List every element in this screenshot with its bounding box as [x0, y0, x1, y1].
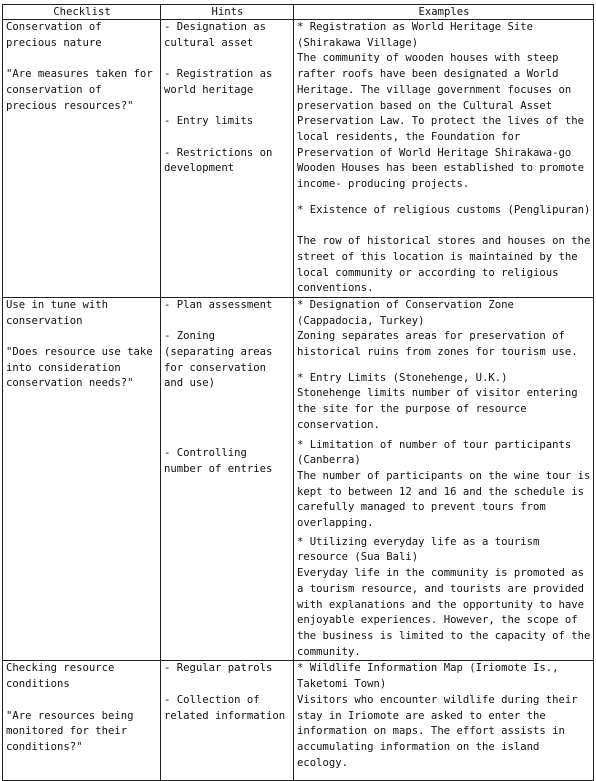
header-hints: Hints — [161, 5, 294, 20]
checklist-cell — [3, 297, 161, 660]
hint-item: - Registration as world heritage — [164, 68, 273, 96]
checklist-cell — [3, 20, 161, 298]
example-title: * Entry Limits (Stonehenge, U.K.) — [297, 371, 508, 384]
hint-item: - Regular patrols — [164, 662, 273, 675]
header-examples: Examples — [294, 5, 594, 20]
examples-cell — [294, 661, 594, 781]
example-title: * Utilizing everyday life as a tourism resource (Sua Bali) — [297, 535, 540, 564]
checklist-title: Checking resource conditions — [6, 662, 115, 691]
checklist-title: Conservation of precious nature — [6, 21, 102, 49]
checklist-table — [2, 4, 594, 781]
hints-cell — [161, 297, 294, 660]
header-row — [3, 5, 594, 20]
checklist-question: "Are measures taken for conservation of precious resources?" — [6, 68, 153, 112]
hints-cell — [161, 20, 294, 298]
checklist-cell — [3, 661, 161, 781]
checklist-title: Use in tune with conservation — [6, 298, 109, 327]
example-text: Zoning separates areas for preservation of historical ruins from zones for tourism use. — [297, 330, 578, 359]
example-text: Stonehenge limits number of visitor entering the site for the purpose of resource conservation. — [297, 387, 578, 431]
header-checklist: Checklist — [3, 5, 161, 20]
hint-item: - Plan assessment — [164, 298, 273, 311]
example-text: The community of wooden houses with steep rafter roofs have been designated a World Heritage. The village government focuses on preservation based on the Cultural Asset Preservation Law. To protect the lives of the local residents, the Foundation for Preservation of World Heritage Shirakawa-go Wooden Houses has been established to promote income- producing projects. — [297, 52, 585, 191]
hint-item: - Controlling number of entries — [164, 447, 273, 475]
example-title: * Wildlife Information Map (Iriomote Is., Taketomi Town) — [297, 662, 559, 691]
examples-cell — [294, 20, 594, 298]
example-text: The row of historical stores and houses on the street of this location is maintained by the local community or according to religious conventions. — [297, 235, 591, 295]
hint-item: - Entry limits — [164, 115, 254, 128]
table-row — [3, 20, 594, 298]
example-title: * Existence of religious customs (Penglipuran) — [297, 203, 591, 216]
checklist-question: "Does resource use take into consideration conservation needs?" — [6, 346, 153, 390]
example-text: Everyday life in the community is promoted as a tourism resource, and tourists are provided with explanations and the opportunity to have enjoyable experiences. However, the scope of the business is limited to the capacity of the community. — [297, 567, 591, 658]
table-row — [3, 297, 594, 660]
hint-item: - Restrictions on development — [164, 146, 273, 175]
example-title: * Registration as World Heritage Site (Shirakawa Village) — [297, 21, 533, 49]
hint-item: - Zoning (separating areas for conservation and use) — [164, 330, 273, 390]
hint-item: - Collection of related information — [164, 693, 286, 722]
examples-cell — [294, 297, 594, 660]
example-text: Visitors who encounter wildlife during their stay in Iriomote are asked to enter the information on maps. The effort assists in accumulating information on the island ecology. — [297, 693, 578, 769]
table-row — [3, 661, 594, 781]
example-title: * Limitation of number of tour participants (Canberra) — [297, 438, 572, 467]
hints-cell — [161, 661, 294, 781]
example-title: * Designation of Conservation Zone (Cappadocia, Turkey) — [297, 298, 514, 327]
hint-item: - Designation as cultural asset — [164, 21, 267, 49]
checklist-question: "Are resources being monitored for their conditions?" — [6, 709, 134, 753]
example-text: The number of participants on the wine tour is kept to between 12 and 16 and the schedule is carefully managed to prevent tours from overlapping. — [297, 469, 591, 530]
